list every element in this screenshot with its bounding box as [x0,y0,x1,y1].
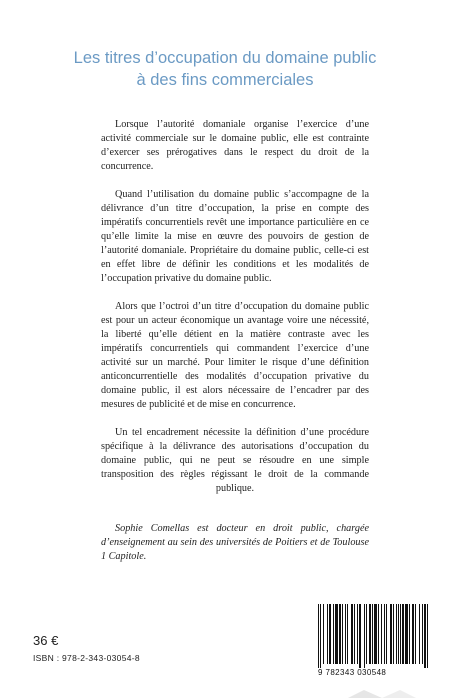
isbn: ISBN : 978-2-343-03054-8 [33,653,140,663]
book-title [40,47,410,91]
barcode-digits: 9 782343 030548 [318,668,387,677]
price: 36 € [33,633,59,648]
barcode-icon [316,604,430,668]
blurb-paragraph-2: Quand l’utilisation du domaine public s’accompagne de la délivrance d’un titre d’occupation, la prise en compte des impératifs concurrentiels revêt une importance particulière en ce qu’elle limite la mise en œuvre des pouvoirs de gestion de l’autorité domaniale. Propriétaire du domaine public, celle-ci est en effet libre de définir les conditions et les modalités de l’occupation privative du domaine public. [101,189,369,284]
blurb-paragraph-3: Alors que l’octroi d’un titre d’occupation du domaine public est pour un acteur économique un avantage voire une nécessité, la liberté qu’elle détient en la matière contraste avec les impératifs concurrentiels qui commandent l’exercice d’une activité sur un marché. Pour limiter le risque d’une définition anticoncurrentielle des modalités d’occupation privative du domaine public, il est alors nécessaire de l’encadrer par des mesures de publicité et de mise en concurrence. [101,301,369,410]
blurb-text [101,118,369,574]
blurb-paragraph-1: Lorsque l’autorité domaniale organise l’exercice d’une activité commerciale sur le domaine public, elle est contrainte d’exercer ses prérogatives dans le respect du droit de la concurrence. [101,119,369,172]
publisher-mark-icon [342,690,422,698]
blurb-paragraph-4: Un tel encadrement nécessite la définition d’une procédure spécifique à la délivrance des autorisations d’occupation du domaine public, qui ne peut se résoudre en une simple transposition des règles régissant le droit de la commande publique. [101,427,369,494]
author-bio: Sophie Comellas est docteur en droit public, chargée d’enseignement au sein des universités de Poitiers et de Toulouse 1 Capitole. [101,523,369,562]
book-title-line-2: à des fins commerciales [136,71,314,89]
barcode-area [306,596,440,698]
book-title-line-1: Les titres d’occupation du domaine public [73,49,377,67]
